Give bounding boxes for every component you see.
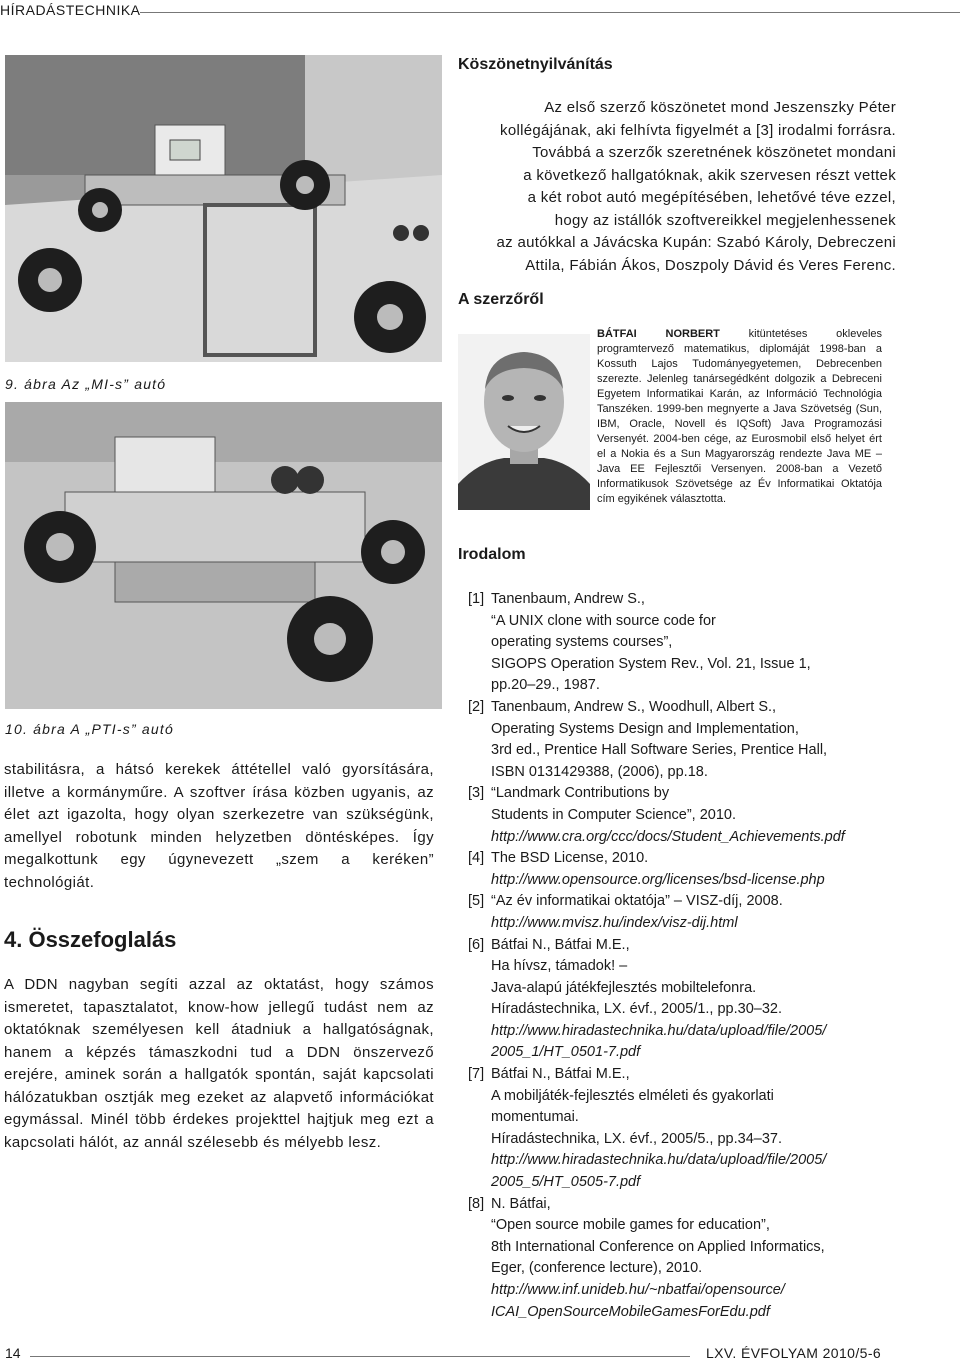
figure-10-photo <box>5 402 442 709</box>
ack-line: hogy az istállók szoftvereikkel megjelenhessenek <box>554 211 896 229</box>
acknowledgement-title: Köszönetnyilvánítás <box>458 56 613 73</box>
figure-9-caption: 9. ábra Az „MI-s” autó <box>5 376 167 392</box>
reference-line: “Open source mobile games for education”, <box>491 1217 770 1234</box>
reference-url[interactable]: http://www.opensource.org/licenses/bsd-license.php <box>491 871 825 888</box>
reference-line: “Landmark Contributions by <box>491 785 670 802</box>
reference-line: pp.20–29., 1987. <box>491 677 600 694</box>
ack-line: az autókkal a Jávácska Kupán: Szabó Károly, Debreczeni <box>496 234 896 251</box>
reference-number: [2] <box>468 698 485 715</box>
reference-number: [6] <box>468 936 485 953</box>
reference-line: operating systems courses”, <box>491 634 673 651</box>
reference-line: The BSD License, 2010. <box>491 850 649 867</box>
figure-9-photo <box>5 55 442 362</box>
reference-line: Students in Computer Science”, 2010. <box>491 806 737 823</box>
reference-list <box>458 589 898 1323</box>
reference-line: momentumai. <box>491 1109 579 1126</box>
reference-line: Eger, (conference lecture), 2010. <box>491 1260 703 1277</box>
reference-number: [3] <box>468 785 485 802</box>
author-bio <box>597 327 882 507</box>
reference-line: Bátfai N., Bátfai M.E., <box>491 1066 630 1083</box>
reference-url[interactable]: 2005_1/HT_0501-7.pdf <box>491 1044 641 1061</box>
references-title: Irodalom <box>458 546 526 563</box>
reference-number: [1] <box>468 591 485 607</box>
author-bio-text: kitüntetéses okleveles programtervező matematikus, diplomáját 1998-ban a Kossuth Lajos Tudományegyetemen, Debrecenben szerezte. Jelenleg tanársegédként dolgozik a Debreceni Egyetem Informatikai Karán, az Információ Technológia Tanszéken. 1999-ben megnyerte a Java Szövetség (Sun, IBM, Oracle, Novell és IQSoft) Java Programozási Versenyét. 2004-ben cége, az Eurosmobil első helyet ért el a Nokia és a Sun Magyarország rendezte Java ME – Java EE Fejlesztői Versenyen. 2008-ban a Vezető Informatikusok Szövetsége az Év Informatikai Oktatója cím egyikének választotta. <box>597 328 882 505</box>
reference-line: 3rd ed., Prentice Hall Software Series, Prentice Hall, <box>491 742 828 759</box>
ack-line: a két robot autó megépítésében, lehetővé téve ezzel, <box>527 189 896 206</box>
reference-line: 8th International Conference on Applied Informatics, <box>491 1238 825 1255</box>
header-rule <box>140 12 960 13</box>
author-portrait <box>458 334 590 510</box>
reference-item <box>458 891 898 934</box>
acknowledgement-text <box>456 97 896 277</box>
reference-line: “Az év informatikai oktatója” – VISZ-díj, 2008. <box>491 893 783 910</box>
reference-line: Tanenbaum, Andrew S., <box>491 591 645 607</box>
reference-line: “A UNIX clone with source code for <box>491 612 716 629</box>
running-title: HÍRADÁSTECHNIKA <box>0 2 141 18</box>
reference-line: Tanenbaum, Andrew S., Woodhull, Albert S., <box>491 698 777 715</box>
ack-line: kollégájának, aki felhívta figyelmét a [3] irodalmi forrásra. <box>500 121 896 139</box>
reference-line: Híradástechnika, LX. évf., 2005/5., pp.34–37. <box>491 1130 782 1147</box>
ack-line: Továbbá a szerzők szeretnének köszönetet mondani <box>532 144 896 161</box>
reference-item <box>458 1194 898 1324</box>
reference-line: Ha hívsz, támadok! – <box>491 958 628 975</box>
figure-10-caption: 10. ábra A „PTI-s” autó <box>5 721 174 737</box>
ack-line: Az első szerző köszönetet mond Jeszenszky Péter <box>544 99 896 116</box>
reference-item <box>458 935 898 1065</box>
summary-text: A DDN nagyban segíti azzal az oktatást, hogy számos ismeretet, tapasztalatot, know-how jellegű tudást nem az oktatóknak személyesen kell átadniuk a hallgatóságnak, hanem a képzés támaszkodni tud a DDN önszervező erejére, aminek során a hallgatók spontán, saját kapcsolati hálózatukban osztják meg ezeket az alapvető információkat egymással. Minél több érdekes projekttel hajtjuk meg ezt a kapcsolati hálót, az annál szélesebb és mélyebb lesz. <box>4 976 434 1151</box>
author-name: BÁTFAI NORBERT <box>597 328 720 340</box>
issue-label: LXV. ÉVFOLYAM 2010/5-6 <box>706 1345 882 1361</box>
reference-item <box>458 848 898 891</box>
reference-line: Java-alapú játékfejlesztés mobiltelefonra. <box>491 979 757 996</box>
section-heading: 4. Összefoglalás <box>4 927 177 952</box>
reference-url[interactable]: http://www.cra.org/ccc/docs/Student_Achievements.pdf <box>491 828 845 845</box>
reference-url[interactable]: ICAI_OpenSourceMobileGamesForEdu.pdf <box>491 1303 770 1320</box>
author-section-title: A szerzőről <box>458 291 544 308</box>
footer-rule <box>30 1356 690 1357</box>
reference-line: N. Bátfai, <box>491 1195 551 1212</box>
summary-paragraph <box>4 974 434 1154</box>
reference-item <box>458 783 898 848</box>
reference-url[interactable]: http://www.hiradastechnika.hu/data/upload/file/2005/ <box>491 1152 827 1169</box>
reference-number: [8] <box>468 1195 485 1212</box>
reference-line: Bátfai N., Bátfai M.E., <box>491 936 630 953</box>
body-paragraph <box>4 759 434 894</box>
reference-url[interactable]: http://www.mvisz.hu/index/visz-dij.html <box>491 914 738 931</box>
reference-url[interactable]: 2005_5/HT_0505-7.pdf <box>491 1174 641 1191</box>
reference-line: SIGOPS Operation System Rev., Vol. 21, Issue 1, <box>491 655 811 672</box>
ack-line: Attila, Fábián Ákos, Doszpoly Dávid és Veres Ferenc. <box>525 256 896 274</box>
ack-line: a következő hallgatóknak, akik szervesen részt vettek <box>523 166 896 184</box>
reference-number: [5] <box>468 893 485 910</box>
reference-line: Híradástechnika, LX. évf., 2005/1., pp.30–32. <box>491 1001 782 1018</box>
reference-line: A mobiljáték-fejlesztés elméleti és gyakorlati <box>491 1087 774 1104</box>
reference-url[interactable]: http://www.hiradastechnika.hu/data/upload/file/2005/ <box>491 1022 827 1039</box>
reference-number: [4] <box>468 850 485 867</box>
reference-item <box>458 589 898 697</box>
reference-number: [7] <box>468 1066 485 1083</box>
reference-item <box>458 697 898 783</box>
body-text: stabilitásra, a hátsó kerekek áttétellel való gyorsítására, illetve a kormányműre. A szoftver írása közben ugyanis, az élet azt igazolta, hogy olyan szerkezetre van szükségünk, amellyel robotunk minden helyzetben döntésképes. Így megalkottunk egy úgynevezett „szem a keréken” technológiát. <box>4 761 434 891</box>
reference-url[interactable]: http://www.inf.unideb.hu/~nbatfai/opensource/ <box>491 1282 785 1298</box>
reference-item <box>458 1064 898 1194</box>
reference-line: Operating Systems Design and Implementation, <box>491 720 799 737</box>
page-number: 14 <box>5 1345 21 1361</box>
reference-line: ISBN 0131429388, (2006), pp.18. <box>491 763 708 780</box>
